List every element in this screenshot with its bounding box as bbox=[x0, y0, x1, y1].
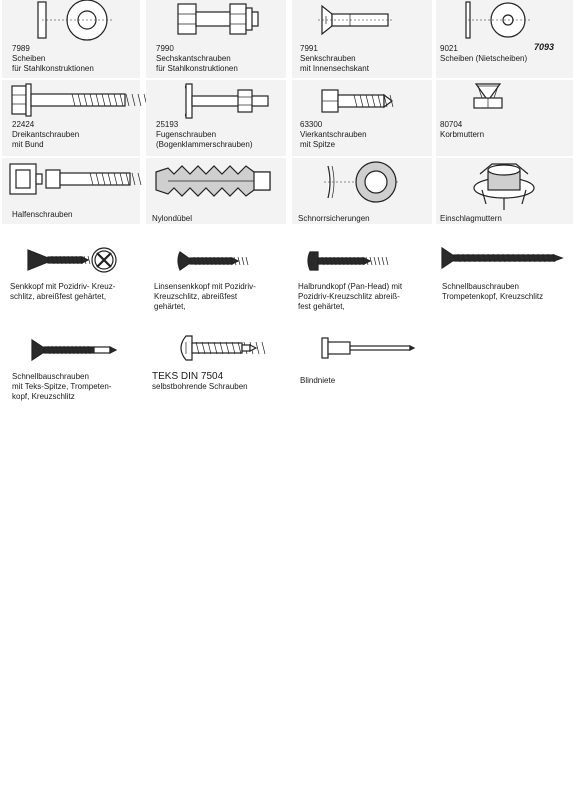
item-label: mit Spitze bbox=[300, 140, 336, 149]
halfen-bolt-icon bbox=[2, 158, 140, 202]
catalog-cell-blindniete bbox=[292, 330, 432, 396]
item-label: Senkschrauben bbox=[300, 54, 356, 63]
joint-bow-clamp-screw-icon bbox=[146, 82, 286, 122]
item-label: Schnorrsicherungen bbox=[298, 214, 370, 223]
item-label: Korbmuttern bbox=[440, 130, 485, 139]
item-number: 7990 bbox=[156, 44, 174, 53]
item-label: Vierkantschrauben bbox=[300, 130, 367, 139]
catalog-cell-7990 bbox=[146, 0, 286, 78]
blind-rivet-icon bbox=[292, 330, 432, 370]
item-number: 9021 bbox=[440, 44, 458, 53]
catalog-cell-22424 bbox=[2, 80, 140, 156]
countersunk-pozidriv-screw-icon bbox=[2, 238, 142, 278]
item-label: fest gehärtet, bbox=[298, 302, 345, 311]
item-number: 63300 bbox=[300, 120, 323, 129]
basket-nut-icon bbox=[436, 80, 573, 120]
catalog-cell-senkkopf-pozidriv bbox=[2, 238, 142, 306]
item-label: Sechskantschrauben bbox=[156, 54, 231, 63]
catalog-cell-80704 bbox=[436, 80, 573, 156]
nylon-anchor-icon bbox=[146, 158, 286, 202]
schnorr-lock-washer-icon bbox=[292, 158, 432, 208]
item-label: Scheiben (Nietscheiben) bbox=[440, 54, 528, 63]
tri-lobe-flange-screw-icon bbox=[2, 82, 140, 122]
item-label: gehärtet, bbox=[154, 302, 186, 311]
item-label: Einschlagmuttern bbox=[440, 214, 502, 223]
teks-drywall-screw-icon bbox=[2, 330, 142, 370]
hex-bolt-steel-icon bbox=[146, 0, 286, 46]
item-label: Trompetenkopf, Kreuzschlitz bbox=[442, 292, 544, 301]
catalog-cell-9021 bbox=[436, 0, 573, 78]
catalog-cell-schnorr bbox=[292, 158, 432, 224]
item-number: 22424 bbox=[12, 120, 35, 129]
item-label: schlitz, abreißfest gehärtet, bbox=[10, 292, 107, 301]
item-label: mit Teks-Spitze, Trompeten- bbox=[12, 382, 112, 391]
catalog-cell-nylondubel bbox=[146, 158, 286, 224]
catalog-cell-halfen bbox=[2, 158, 140, 224]
catalog-cell-7991 bbox=[292, 0, 432, 78]
item-label: Kreuzschlitz, abreißfest bbox=[154, 292, 238, 301]
item-label: Halbrundkopf (Pan-Head) mit bbox=[298, 282, 403, 291]
item-number: 7991 bbox=[300, 44, 318, 53]
square-head-pointed-screw-icon bbox=[292, 82, 432, 122]
catalog-cell-25193 bbox=[146, 80, 286, 156]
catalog-cell-pan-head bbox=[292, 238, 432, 316]
washer-steel-icon bbox=[2, 0, 140, 46]
item-label: selbstbohrende Schrauben bbox=[152, 382, 248, 391]
catalog-cell-7989 bbox=[2, 0, 140, 78]
item-label: kopf, Kreuzschlitz bbox=[12, 392, 75, 401]
pan-head-screw-icon bbox=[292, 238, 432, 278]
item-label: Schnellbauschrauben bbox=[12, 372, 89, 381]
item-label: (Bogenklammerschrauben) bbox=[156, 140, 253, 149]
din-label: TEKS DIN 7504 bbox=[152, 371, 224, 382]
catalog-cell-schnellbau bbox=[436, 238, 573, 306]
tee-nut-icon bbox=[436, 158, 573, 214]
item-label: Pozidriv-Kreuzschlitz abreiß- bbox=[298, 292, 400, 301]
item-number: 80704 bbox=[440, 120, 463, 129]
item-label: Dreikantschrauben bbox=[12, 130, 80, 139]
countersunk-socket-screw-icon bbox=[292, 0, 432, 46]
item-label: Schnellbauschrauben bbox=[442, 282, 519, 291]
rivet-washer-icon bbox=[436, 0, 573, 46]
item-label: für Stahlkonstruktionen bbox=[156, 64, 238, 73]
item-label: Linsensenkkopf mit Pozidriv- bbox=[154, 282, 256, 291]
item-label: mit Bund bbox=[12, 140, 44, 149]
item-label: Nylondübel bbox=[152, 214, 193, 223]
item-label: Scheiben bbox=[12, 54, 46, 63]
item-label: Blindniete bbox=[300, 376, 336, 385]
item-label: Fugenschrauben bbox=[156, 130, 217, 139]
catalog-cell-einschlag bbox=[436, 158, 573, 224]
item-label: Senkkopf mit Pozidriv- Kreuz- bbox=[10, 282, 116, 291]
raised-countersunk-screw-icon bbox=[146, 238, 286, 278]
drywall-screw-icon bbox=[436, 238, 573, 278]
item-label: für Stahlkonstruktionen bbox=[12, 64, 94, 73]
catalog-cell-teks bbox=[146, 330, 286, 406]
item-label: mit Innensechskant bbox=[300, 64, 369, 73]
catalog-cell-schnellbau-teks bbox=[2, 330, 142, 406]
item-number: 25193 bbox=[156, 120, 179, 129]
catalog-cell-63300 bbox=[292, 80, 432, 156]
catalog-cell-linsensenkkopf bbox=[146, 238, 286, 316]
item-label: Halfenschrauben bbox=[12, 210, 73, 219]
self-drilling-screw-icon bbox=[146, 330, 286, 370]
item-number: 7989 bbox=[12, 44, 30, 53]
item-extra-number: 7093 bbox=[534, 42, 555, 52]
